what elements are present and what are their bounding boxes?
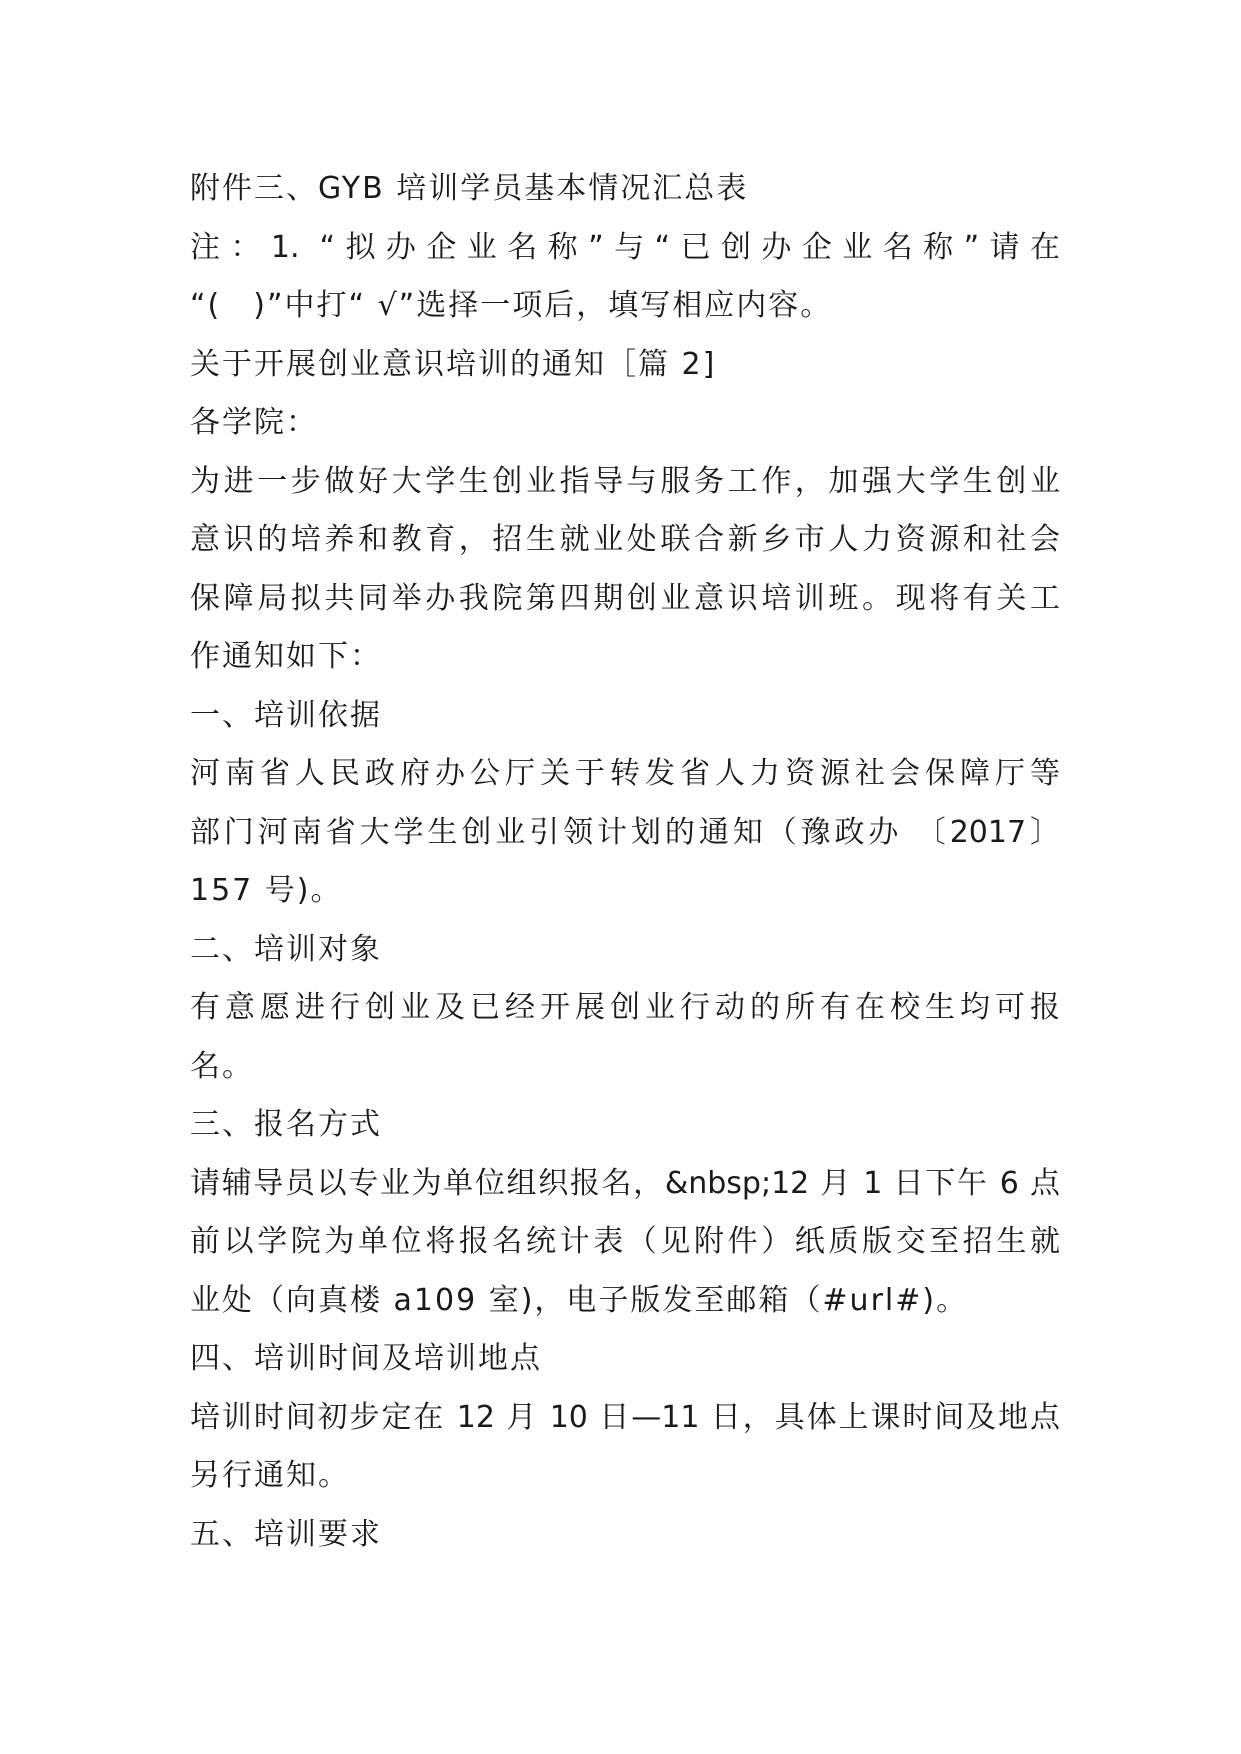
text-line: 157 号)。 <box>190 873 343 908</box>
text-line: 关于开展创业意识培训的通知［篇 2] <box>190 346 717 382</box>
text-line: 各学院： <box>190 405 318 440</box>
text-line: 河南省人民政府办公厅关于转发省人力资源社会保障厅等 <box>190 756 1060 791</box>
text-line: 三、报名方式 <box>190 1107 382 1142</box>
text-line: 一、培训依据 <box>190 697 382 733</box>
text-line: 意识的培养和教育，招生就业处联合新乡市人力资源和社会 <box>190 522 1060 557</box>
text-line: 业处（向真楼 a109 室)，电子版发至邮箱（#url#)。 <box>190 1282 969 1318</box>
text-line: “( )”中打“ √”选择一项后，填写相应内容。 <box>190 288 833 323</box>
text-line: 部门河南省大学生创业引领计划的通知（豫政办 〔2017〕 <box>190 814 1060 850</box>
text-line: 注：1. “拟办企业名称”与“已创办企业名称”请在 <box>190 229 1060 265</box>
text-line: 前以学院为单位将报名统计表（见附件）纸质版交至招生就 <box>190 1224 1060 1259</box>
document-body <box>190 160 1060 1564</box>
text-line: 培训时间初步定在 12 月 10 日—11 日，具体上课时间及地点 <box>190 1399 1060 1435</box>
text-line: 请辅导员以专业为单位组织报名，&nbsp;12 月 1 日下午 6 点 <box>190 1165 1060 1201</box>
text-line: 名。 <box>190 1048 254 1084</box>
text-line: 为进一步做好大学生创业指导与服务工作，加强大学生创业 <box>190 463 1060 499</box>
text-line: 保障局拟共同举办我院第四期创业意识培训班。现将有关工 <box>190 580 1060 616</box>
text-line: 另行通知。 <box>190 1458 350 1493</box>
text-line: 附件三、GYB 培训学员基本情况汇总表 <box>190 171 749 206</box>
text-line: 作通知如下： <box>190 639 382 674</box>
text-line: 二、培训对象 <box>190 931 382 967</box>
text-line: 五、培训要求 <box>190 1516 382 1552</box>
text-line: 四、培训时间及培训地点 <box>190 1341 542 1376</box>
text-line: 有意愿进行创业及已经开展创业行动的所有在校生均可报 <box>190 990 1060 1025</box>
